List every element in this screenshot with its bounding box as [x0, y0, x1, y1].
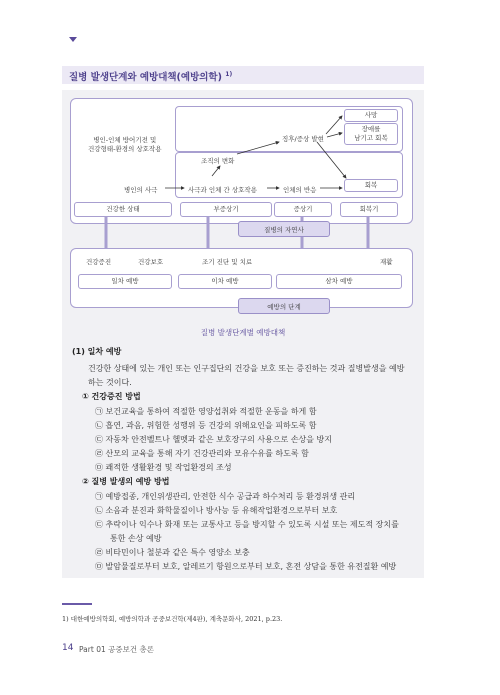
secondary-prevention-box: 이차 예방 — [178, 274, 272, 289]
health-protection-label: 건강보호 — [138, 258, 164, 266]
part-label: Part 01 공중보건 총론 — [79, 645, 154, 654]
health-promotion-label: 건강증진 — [86, 258, 112, 266]
symptom-label: 징후/증상 발현 — [282, 135, 324, 143]
disease-onset-label: 병인의 사극 — [124, 186, 158, 194]
sub1-item: ㉢ 자동차 안전벨트나 헬멧과 같은 보호장구의 사용으로 손상을 방지 — [95, 435, 332, 444]
sub2-item: ㉢ 추락이나 익수나 화재 또는 교통사고 등을 방지할 수 있도록 시설 또는 제도적 장치를 — [95, 520, 399, 529]
body-response-label: 인체의 반응 — [283, 186, 317, 194]
phase-clinical: 증상기 — [274, 202, 332, 217]
death-box: 사망 — [344, 109, 398, 122]
page-number: 14 — [62, 643, 74, 653]
footnote-rule — [62, 603, 92, 605]
footnote: 1) 대한예방의학회, 예방의학과 공중보건학(제4판), 계축문화사, 2021, p.23. — [62, 615, 283, 623]
item1-text-line1: 건강한 상태에 있는 개인 또는 인구집단의 건강을 보호 또는 증진하는 것과 질병발생을 예방 — [88, 364, 405, 373]
recovery-box: 회복 — [344, 179, 398, 192]
sub2-item: ㉤ 발암물질로부터 보호, 알레르기 항원으로부터 보호, 혼전 상담을 통한 유전질환 예방 — [95, 562, 397, 571]
tertiary-prevention-box: 삼차 예방 — [276, 274, 402, 289]
content-panel — [62, 90, 424, 578]
top-marker — [69, 37, 77, 42]
tissue-change-label: 조직의 변화 — [201, 157, 235, 165]
sequelae-box: 장애를 남기고 회복 — [344, 123, 398, 145]
phase-healthy: 건강한 상태 — [74, 202, 172, 217]
early-detection-label: 조기 진단 및 치료 — [202, 258, 253, 266]
sub1-item: ㉤ 쾌적한 생활환경 및 작업환경의 조성 — [95, 463, 232, 472]
item1-text-line2: 하는 것이다. — [88, 378, 132, 387]
section-title: 질병 발생단계와 예방대책(예방의학) $^{1)}$ — [69, 70, 233, 83]
sub2-item-continued: 통한 손상 예방 — [110, 534, 162, 543]
sub2-item: ㉠ 예방접종, 개인위생관리, 안전한 식수 공급과 하수처리 등 환경위생 관리 — [95, 492, 356, 501]
figure-caption: 질병 발생단계별 예방대책 — [200, 328, 286, 337]
sub2-title: ② 질병 발생의 예방 방법 — [82, 477, 170, 486]
phase-subclinical: 부증상기 — [180, 202, 272, 217]
primary-prevention-box: 일차 예방 — [78, 274, 172, 289]
sub1-item: ㉡ 흡연, 과음, 위험한 성행위 등 건강의 위해요인을 피하도록 함 — [95, 421, 317, 430]
upper-left-text: 병인-인체 방어기전 및 건강형태-환경의 상호작용 — [88, 136, 162, 153]
interaction-label: 사극과 인체 간 상호작용 — [188, 186, 257, 194]
sub1-item: ㉣ 산모의 교육을 통해 자기 건강관리와 모유수유를 하도록 함 — [95, 449, 309, 458]
phase-recovery: 회복기 — [340, 202, 398, 217]
sub2-item: ㉡ 소음과 분진과 화학물질이나 방사능 등 유해작업환경으로부터 보호 — [95, 506, 338, 515]
natural-history-label: 질병의 자연사 — [238, 221, 330, 237]
item1-title: (1) 일차 예방 — [72, 347, 122, 356]
sub2-item: ㉣ 비타민이나 철분과 같은 특수 영양소 보충 — [95, 548, 250, 557]
sub1-item: ㉠ 보건교육을 통하여 적절한 영양섭취와 적절한 운동을 하게 함 — [95, 407, 317, 416]
sub1-title: ① 건강증진 방법 — [82, 392, 141, 401]
rehab-label: 재활 — [380, 258, 393, 266]
prevention-stage-label: 예방의 단계 — [238, 298, 330, 314]
